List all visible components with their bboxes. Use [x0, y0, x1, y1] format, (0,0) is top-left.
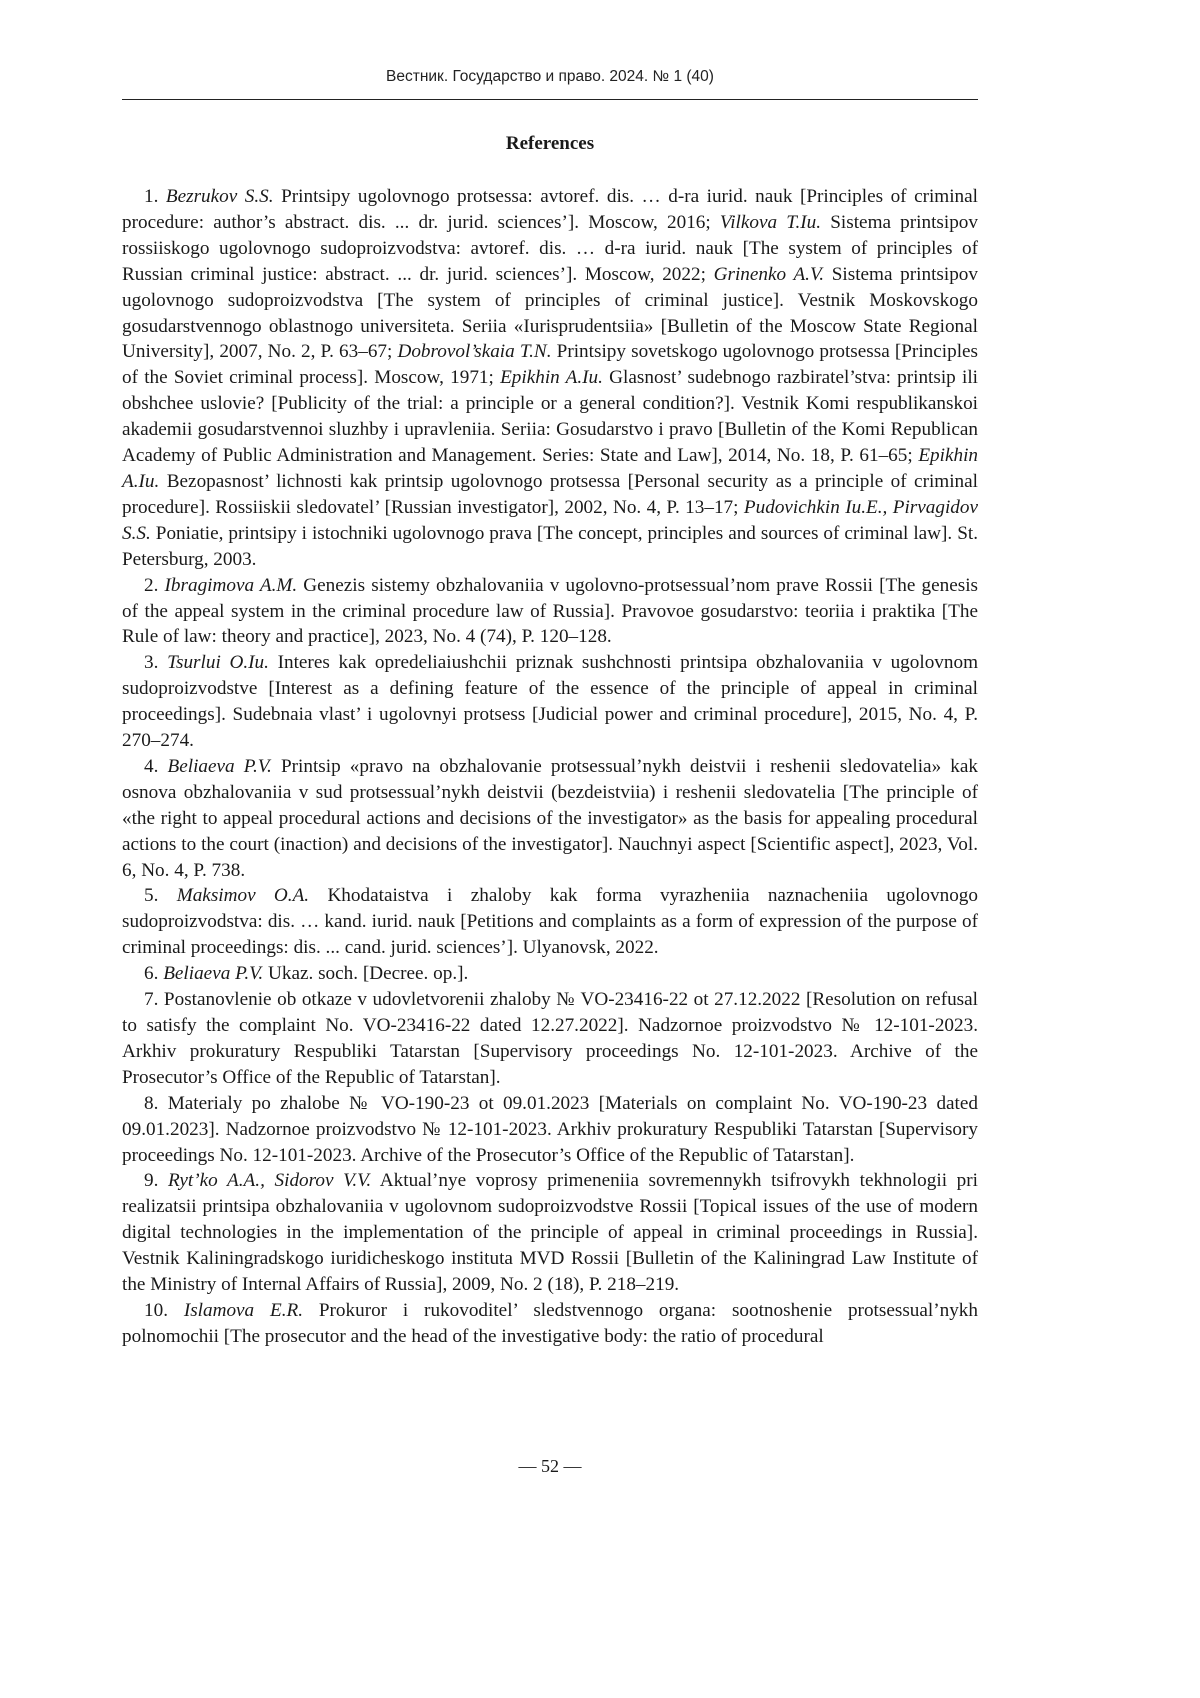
reference-text: Aktual’nye voprosy primeneniia sovremennykh tsifrovykh tekhnologii pri realizatsii printsipa obzhalovaniia v ugolovnom sudoproizvodstve Rossii [Topical issues of the use of modern digital technologies in the implementation of the principle of appeal in criminal proceedings in Russia]. Vestnik Kaliningradskogo iuridicheskogo instituta MVD Rossii [Bulletin of the Kaliningrad Law Institute of the Ministry of Internal Affairs of Russia], 2009, No. 2 (18), P. 218–219. [122, 1170, 978, 1295]
header-divider [122, 99, 978, 100]
reference-author: Dobrovol’skaia T.N. [397, 341, 551, 362]
reference-text: 1. [144, 186, 166, 207]
reference-author: Tsurlui O.Iu. [167, 652, 269, 673]
reference-text: 5. [144, 885, 177, 906]
reference-text: 10. [144, 1300, 184, 1321]
reference-text: 2. [144, 575, 165, 596]
page-number: — 52 — [122, 1456, 978, 1477]
reference-text: Printsipy ugolovnogo protsessa: avtoref. dis. … d-ra iurid. nauk [Principles of criminal procedure: author’s abstract. dis. ... dr. jurid. sciences’]. Moscow, 2016; [122, 186, 978, 233]
reference-author: Beliaeva P.V. [168, 756, 272, 777]
reference-item [122, 1298, 978, 1350]
reference-text: Khodataistva i zhaloby kak forma vyrazheniia naznacheniia ugolovnogo sudoproizvodstva: dis. … kand. iurid. nauk [Petitions and complaints as a form of expression of the purpose of criminal proceedings: dis. ... cand. jurid. sciences’]. Ulyanovsk, 2022. [122, 885, 978, 958]
reference-text: 6. [144, 963, 163, 984]
reference-text: Interes kak opredeliaiushchii priznak sushchnosti printsipa obzhalovaniia v ugolovnom sudoproizvodstve [Interest as a defining feature of the essence of the principle of appeal in criminal proceedings]. Sudebnaia vlast’ i ugolovnyi protsess [Judicial power and criminal procedure], 2015, No. 4, P. 270–274. [122, 652, 978, 751]
reference-author: Ryt’ko A.A., Sidorov V.V. [168, 1170, 371, 1191]
reference-item [122, 1168, 978, 1298]
reference-text: Genezis sistemy obzhalovaniia v ugolovno-protsessual’nom prave Rossii [The genesis of the appeal system in the criminal procedure law of Russia]. Pravovoe gosudarstvo: teoriia i praktika [The Rule of law: theory and practice], 2023, No. 4 (74), P. 120–128. [122, 575, 978, 648]
reference-author: Islamova E.R. [184, 1300, 303, 1321]
section-title: References [122, 133, 978, 155]
reference-author: Pudovichkin Iu.E., Pirvagidov S.S. [122, 497, 978, 544]
reference-author: Ibragimova A.M. [165, 575, 298, 596]
reference-text: 7. Postanovlenie ob otkaze v udovletvorenii zhaloby № VO-23416-22 ot 27.12.2022 [Resolution on refusal to satisfy the complaint No. VO-23416-22 dated 12.27.2022]. Nadzornoe proizvodstvo № 12-101-2023. Arkhiv prokuratury Respubliki Tatarstan [Supervisory proceedings No. 12-101-2023. Archive of the Prosecutor’s Office of the Republic of Tatarstan]. [122, 989, 978, 1088]
reference-author: Epikhin A.Iu. [122, 445, 978, 492]
reference-author: Beliaeva P.V. [163, 963, 263, 984]
reference-text: Printsip «pravo na obzhalovanie protsessual’nykh deistvii i reshenii sledovatelia» kak osnova obzhalovaniia v sud protsessual’nykh deistvii (bezdeistviia) i reshenii sledovatelia [The principle of «the right to appeal procedural actions and decisions of the investigator» as the basis for appealing procedural actions to the court (inaction) and decisions of the investigator]. Nauchnyi aspect [Scientific aspect], 2023, Vol. 6, No. 4, P. 738. [122, 756, 978, 881]
reference-item [122, 573, 978, 651]
reference-item [122, 987, 978, 1091]
reference-author: Grinenko A.V. [714, 264, 824, 285]
reference-text: Printsipy sovetskogo ugolovnogo protsessa [Principles of the Soviet criminal process]. Moscow, 1971; [122, 341, 978, 388]
reference-item [122, 754, 978, 884]
reference-author: Maksimov O.A. [177, 885, 309, 906]
reference-author: Vilkova T.Iu. [720, 212, 821, 233]
reference-author: Bezrukov S.S. [166, 186, 274, 207]
reference-text: 8. Materialy po zhalobe № VO-190-23 ot 09.01.2023 [Materials on complaint No. VO-190-23 dated 09.01.2023]. Nadzornoe proizvodstvo № 12-101-2023. Arkhiv prokuratury Respubliki Tatarstan [Supervisory proceedings No. 12-101-2023. Archive of the Prosecutor’s Office of the Republic of Tatarstan]. [122, 1093, 978, 1166]
reference-author: Epikhin A.Iu. [500, 367, 603, 388]
journal-running-header: Вестник. Государство и право. 2024. № 1 (40) [122, 68, 978, 86]
reference-item [122, 1091, 978, 1169]
reference-text: Poniatie, printsipy i istochniki ugolovnogo prava [The concept, principles and sources of criminal law]. St. Petersburg, 2003. [122, 523, 978, 570]
reference-text: Ukaz. soch. [Decree. op.]. [263, 963, 468, 984]
reference-item [122, 961, 978, 987]
reference-text: Prokuror i rukovoditel’ sledstvennogo organa: sootnoshenie protsessual’nykh polnomochii [The prosecutor and the head of the investigative body: the ratio of procedural [122, 1300, 978, 1347]
reference-text: Sistema printsipov ugolovnogo sudoproizvodstva [The system of principles of criminal justice]. Vestnik Moskovskogo gosudarstvennogo oblastnogo universiteta. Seriia «Iurisprudentsiia» [Bulletin of the Moscow State Regional University], 2007, No. 2, P. 63–67; [122, 264, 978, 363]
reference-text: Glasnost’ sudebnogo razbiratel’stva: printsip ili obshchee uslovie? [Publicity of the trial: a principle or a general condition?]. Vestnik Komi respublikanskoi akademii gosudarstvennoi sluzhby i upravleniia. Seriia: Gosudarstvo i pravo [Bulletin of the Komi Republican Academy of Public Administration and Management. Series: State and Law], 2014, No. 18, P. 61–65; [122, 367, 978, 466]
reference-text: Sistema printsipov rossiiskogo ugolovnogo sudoproizvodstva: avtoref. dis. … d-ra iurid. nauk [The system of principles of Russian criminal justice: abstract. ... dr. jurid. sciences’]. Moscow, 2022; [122, 212, 978, 285]
reference-item [122, 650, 978, 754]
reference-item [122, 184, 978, 573]
reference-text: 4. [144, 756, 168, 777]
reference-text: 9. [144, 1170, 168, 1191]
reference-text: 3. [144, 652, 167, 673]
references-list [122, 184, 978, 1350]
reference-text: Bezopasnost’ lichnosti kak printsip ugolovnogo protsessa [Personal security as a principle of criminal procedure]. Rossiiskii sledovatel’ [Russian investigator], 2002, No. 4, P. 13–17; [122, 471, 978, 518]
reference-item [122, 883, 978, 961]
